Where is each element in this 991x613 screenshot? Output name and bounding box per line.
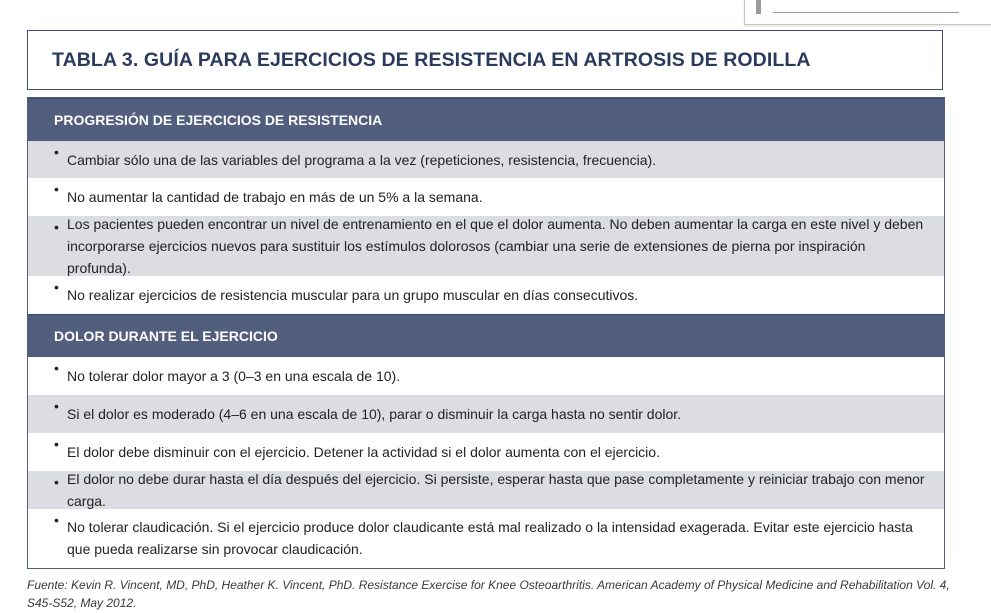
row-text: No realizar ejercicios de resistencia muscular para un grupo muscular en días consecutivos. — [67, 287, 639, 303]
row-text: No tolerar dolor mayor a 3 (0–3 en una escala de 10). — [67, 368, 401, 384]
row-text: Los pacientes pueden encontrar un nivel de entrenamiento en el que el dolor aumenta. No deben aumentar la carga en este nivel y deben incorporarse ejercicios nuevos para sustituir los estímulos dolorosos (cambiar una serie de extensiones de pierna por inspiración profunda). — [67, 216, 924, 276]
row-text: El dolor debe disminuir con el ejercicio. Detener la actividad si el dolor aumenta con el ejercicio. — [67, 444, 660, 460]
bullet-marker: • — [54, 474, 59, 490]
row-text: No aumentar la cantidad de trabajo en más de un 5% a la semana. — [67, 189, 483, 205]
row-text: Si el dolor es moderado (4–6 en una escala de 10), parar o disminuir la carga hasta no sentir dolor. — [67, 406, 682, 422]
table-row — [28, 178, 944, 216]
section-header-label: PROGRESIÓN DE EJERCICIOS DE RESISTENCIA — [54, 112, 383, 128]
table-row — [28, 216, 944, 276]
section-header-progression — [28, 98, 944, 141]
popup-scroll-handle[interactable] — [756, 0, 761, 14]
bullet-marker: • — [54, 279, 59, 295]
bullet-marker: • — [54, 219, 59, 235]
table-row — [28, 471, 944, 509]
bullet-marker: • — [54, 512, 59, 528]
bullet-marker: • — [54, 360, 59, 376]
table-row — [28, 509, 944, 567]
source-citation: Fuente: Kevin R. Vincent, MD, PhD, Heather K. Vincent, PhD. Resistance Exercise for Knee Osteoarthritis. American Academy of Physical Medicine and Rehabilitation Vol. 4, S45-S52, May 2012. — [27, 578, 950, 610]
row-text: No tolerar claudicación. Si el ejercicio produce dolor claudicante está mal realizado o la intensidad exagerada. Evitar este ejercicio hasta que pueda realizarse sin provocar claudicación. — [67, 519, 913, 557]
row-text: Cambiar sólo una de las variables del programa a la vez (repeticiones, resistencia, frecuencia). — [67, 151, 657, 168]
bullet-marker: • — [54, 181, 59, 197]
table-row — [28, 141, 944, 178]
section-header-pain — [28, 314, 944, 357]
table-title: TABLA 3. GUÍA PARA EJERCICIOS DE RESISTENCIA EN ARTROSIS DE RODILLA — [52, 48, 811, 71]
bullet-marker: • — [54, 436, 59, 452]
table-row — [28, 433, 944, 471]
popup-divider — [773, 12, 959, 13]
section-header-label: DOLOR DURANTE EL EJERCICIO — [54, 328, 278, 344]
table-row — [28, 395, 944, 433]
table-row — [28, 357, 944, 395]
row-text: El dolor no debe durar hasta el día después del ejercicio. Si persiste, esperar hasta que pase completamente y reiniciar trabajo con menor carga. — [67, 471, 925, 509]
table-title-box — [27, 30, 943, 90]
bullet-marker: • — [54, 398, 59, 414]
guide-table — [27, 97, 945, 569]
bullet-marker: • — [54, 144, 59, 160]
table-row — [28, 276, 944, 314]
popup-panel[interactable] — [744, 0, 991, 25]
